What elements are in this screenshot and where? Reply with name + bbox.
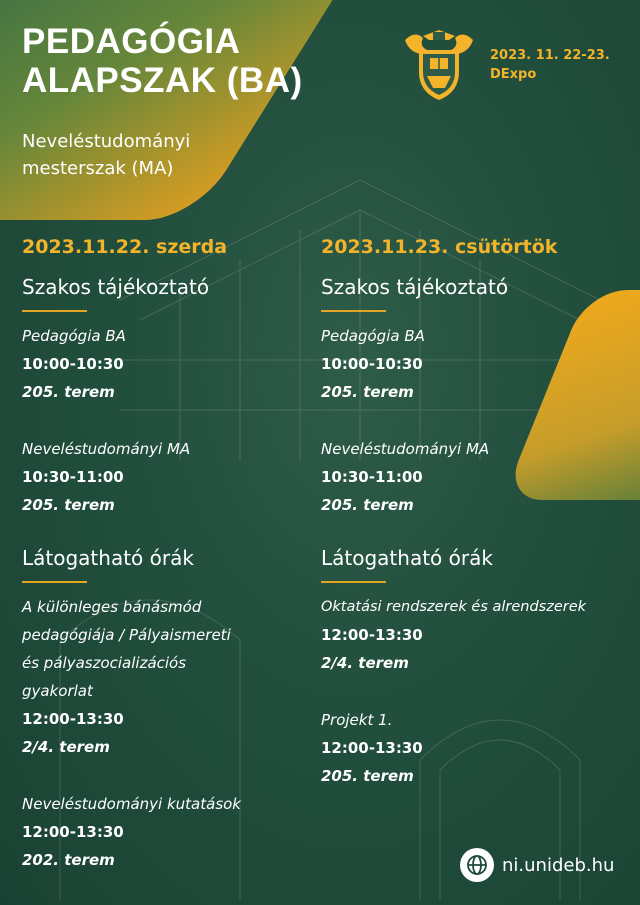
schedule-entry (22, 435, 332, 519)
website-link[interactable] (460, 848, 614, 882)
entry-time: 10:30-11:00 (22, 468, 124, 486)
schedule-entry (321, 322, 631, 406)
website-url: ni.unideb.hu (502, 854, 615, 876)
schedule-entry (321, 706, 631, 790)
title-line-1: PEDAGÓGIA (22, 22, 241, 61)
entry-name-line: Neveléstudományi kutatások (22, 795, 241, 813)
entry-name: Neveléstudományi MA (321, 440, 490, 458)
section-heading-info: Szakos tájékoztató (321, 275, 509, 299)
entry-name: Pedagógia BA (321, 327, 425, 345)
program-title (22, 22, 303, 100)
entry-room: 205. terem (321, 767, 414, 785)
subtitle-line-2: mesterszak (MA) (22, 158, 174, 179)
entry-time: 10:30-11:00 (321, 468, 423, 486)
entry-name-line: és pályaszocializációs (22, 654, 187, 672)
day-date: 2023.11.22. szerda (22, 236, 228, 258)
schedule-entry (22, 790, 332, 874)
entry-name-line: pedagógiája / Pályaismereti (22, 626, 231, 644)
entry-name-line: Oktatási rendszerek és alrendszerek (321, 599, 587, 615)
schedule-entry (22, 593, 332, 761)
entry-room: 202. terem (22, 851, 115, 869)
entry-time: 10:00-10:30 (321, 355, 423, 373)
day-date: 2023.11.23. csütörtök (321, 236, 558, 258)
day-column-2 (321, 232, 631, 790)
entry-time: 12:00-13:30 (22, 823, 124, 841)
entry-name: Pedagógia BA (22, 327, 126, 345)
event-venue: DExpo (490, 67, 537, 82)
entry-room: 205. terem (321, 383, 414, 401)
entry-time: 10:00-10:30 (22, 355, 124, 373)
subtitle-line-1: Neveléstudományi (22, 131, 191, 152)
entry-time: 12:00-13:30 (321, 626, 423, 644)
entry-time: 12:00-13:30 (321, 739, 423, 757)
entry-name: Neveléstudományi MA (22, 440, 191, 458)
section-heading-classes: Látogatható órák (321, 546, 493, 570)
entry-name-line: Projekt 1. (321, 711, 393, 729)
schedule-entry (22, 322, 332, 406)
entry-name-line: A különleges bánásmód (22, 598, 202, 616)
entry-room: 205. terem (22, 496, 115, 514)
title-line-2: ALAPSZAK (BA) (22, 61, 303, 100)
schedule-entry (321, 435, 631, 519)
entry-name-line: gyakorlat (22, 682, 93, 700)
event-dates: 2023. 11. 22-23. (490, 48, 610, 63)
event-date-block (490, 46, 610, 84)
entry-room: 2/4. terem (321, 654, 409, 672)
section-heading-info: Szakos tájékoztató (22, 275, 210, 299)
program-subtitle (22, 128, 190, 182)
university-crest-icon (399, 28, 479, 102)
day-column-1 (22, 232, 332, 874)
schedule-entry (321, 593, 631, 677)
entry-room: 205. terem (22, 383, 115, 401)
section-heading-classes: Látogatható órák (22, 546, 194, 570)
entry-room: 2/4. terem (22, 738, 110, 756)
globe-icon (460, 848, 494, 882)
entry-time: 12:00-13:30 (22, 710, 124, 728)
entry-room: 205. terem (321, 496, 414, 514)
